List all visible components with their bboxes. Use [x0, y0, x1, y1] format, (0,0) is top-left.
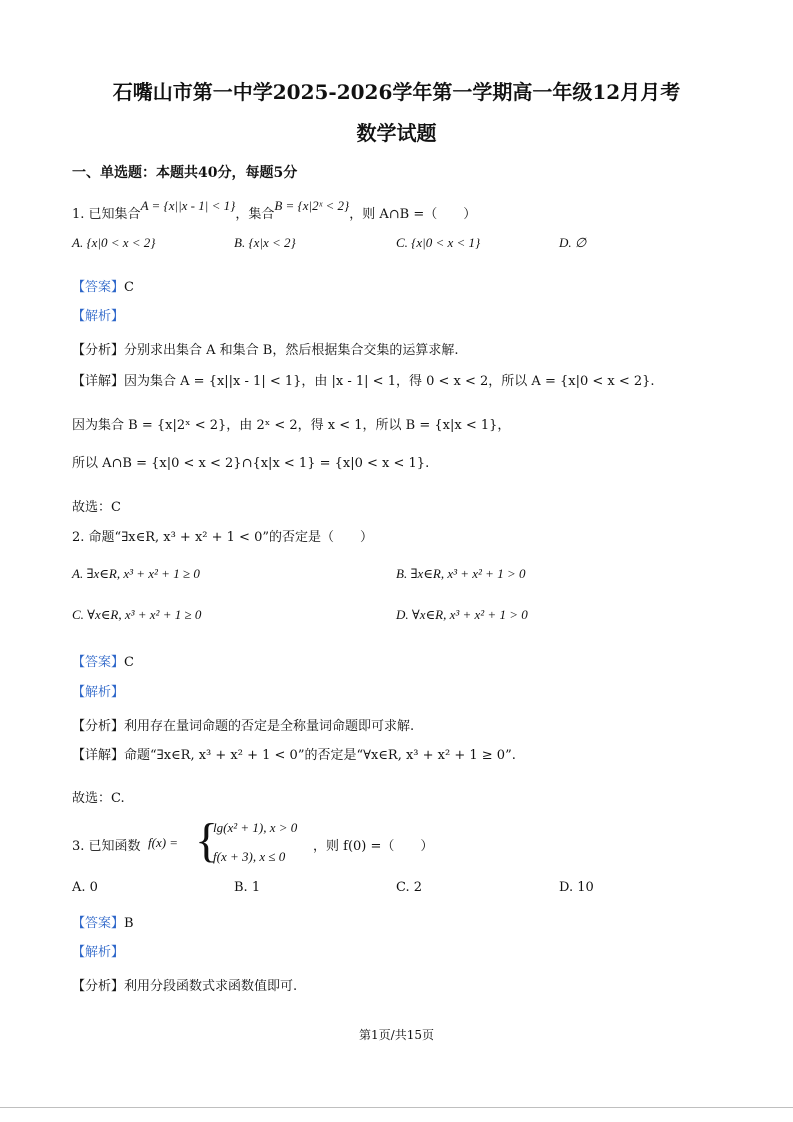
q3-option-c: C. 2 [396, 880, 423, 895]
q1-option-a: A. {x|0 < x < 2} [72, 235, 156, 250]
q1-analysis-label: 【解析】 [72, 309, 125, 324]
piecewise-brace: { [195, 814, 219, 867]
q1-xiangjie [72, 370, 655, 389]
q2-option-a: A. ∃x∈R, x³ + x² + 1 ≥ 0 [72, 566, 200, 581]
q2-option-c: C. ∀x∈R, x³ + x² + 1 ≥ 0 [72, 607, 202, 622]
q2-fenxi [72, 715, 414, 734]
q1-answer [72, 276, 134, 295]
q2-analysis-label: 【解析】 [72, 685, 125, 700]
q1-detail-line2: 因为集合 B = {x|2ˣ < 2}，由 2ˣ < 2，得 x < 1，所以 B = {x|x < 1}， [72, 418, 511, 433]
answer-label: 【答案】 [72, 916, 125, 931]
q3-case-2: f(x + 3), x ≤ 0 [213, 849, 286, 864]
q2-stem-text: 命题“∃x∈R, x³ + x² + 1 < 0”的否定是（ ） [88, 530, 373, 545]
q3-stem-lead [72, 835, 141, 854]
q3-analysis-label: 【解析】 [72, 945, 125, 960]
q1-option-c: C. {x|0 < x < 1} [396, 235, 481, 250]
q2-number: 2. [72, 530, 85, 545]
q1-fenxi [72, 339, 459, 358]
page-divider [0, 1107, 793, 1108]
q1-set-b: B = {x|2ˣ < 2} [274, 198, 350, 213]
q3-number: 3. [72, 839, 85, 854]
q3-prefix: 已知函数 [88, 839, 141, 854]
q1-option-d: D. ∅ [559, 235, 587, 250]
q3-option-a: A. 0 [72, 880, 98, 895]
q1-mid: ，集合 [235, 207, 275, 222]
q1-choose: 故选：C [72, 500, 121, 515]
q2-option-d: D. ∀x∈R, x³ + x² + 1 > 0 [396, 607, 528, 622]
q1-detail-line3: 所以 A∩B = {x|0 < x < 2}∩{x|x < 1} = {x|0 < x < 1}. [72, 456, 430, 471]
answer-label: 【答案】 [72, 280, 125, 295]
q2-stem [72, 526, 373, 545]
q1-suffix: ，则 A∩B =（ ） [349, 207, 477, 222]
q1-xiangjie-text: 因为集合 A = {x||x - 1| < 1}，由 |x - 1| < 1，得 0 < x < 2，所以 A = {x|0 < x < 2}. [124, 374, 655, 389]
q2-answer-value: C [124, 655, 134, 670]
xiangjie-label: 【详解】 [72, 748, 125, 763]
q3-fenxi [72, 975, 297, 994]
q1-stem [72, 198, 477, 222]
q3-case-1: lg(x² + 1), x > 0 [213, 820, 298, 835]
q2-choose: 故选：C. [72, 791, 125, 806]
q3-option-b: B. 1 [234, 880, 261, 895]
page-subtitle: 数学试题 [356, 121, 437, 145]
q2-answer [72, 651, 134, 670]
fenxi-label: 【分析】 [72, 719, 125, 734]
q1-prefix: 已知集合 [88, 207, 141, 222]
fenxi-label: 【分析】 [72, 343, 125, 358]
xiangjie-label: 【详解】 [72, 374, 125, 389]
q3-fenxi-text: 利用分段函数式求函数值即可. [124, 979, 298, 994]
q1-answer-value: C [124, 280, 134, 295]
q3-f-lhs: f(x) = [148, 835, 179, 850]
section-heading: 一、单选题：本题共40分，每题5分 [72, 165, 298, 181]
q3-option-d: D. 10 [559, 880, 594, 895]
q2-xiangjie-text: 命题“∃x∈R, x³ + x² + 1 < 0”的否定是“∀x∈R, x³ + x² + 1 ≥ 0”. [124, 748, 516, 763]
q3-suffix: ，则 f(0) =（ ） [313, 839, 434, 854]
q3-answer [72, 912, 134, 931]
q1-number: 1. [72, 207, 85, 222]
page-footer: 第1页/共15页 [359, 1028, 434, 1042]
fenxi-label: 【分析】 [72, 979, 125, 994]
q1-option-b: B. {x|x < 2} [234, 235, 296, 250]
q1-fenxi-text: 分别求出集合 A 和集合 B，然后根据集合交集的运算求解. [124, 343, 459, 358]
q3-answer-value: B [124, 916, 134, 931]
page-title: 石嘴山市第一中学2025-2026学年第一学期高一年级12月月考 [112, 80, 681, 104]
q2-xiangjie [72, 744, 516, 763]
q2-option-b: B. ∃x∈R, x³ + x² + 1 > 0 [396, 566, 526, 581]
answer-label: 【答案】 [72, 655, 125, 670]
q2-fenxi-text: 利用存在量词命题的否定是全称量词命题即可求解. [124, 719, 415, 734]
q1-set-a: A = {x||x - 1| < 1} [140, 198, 236, 213]
